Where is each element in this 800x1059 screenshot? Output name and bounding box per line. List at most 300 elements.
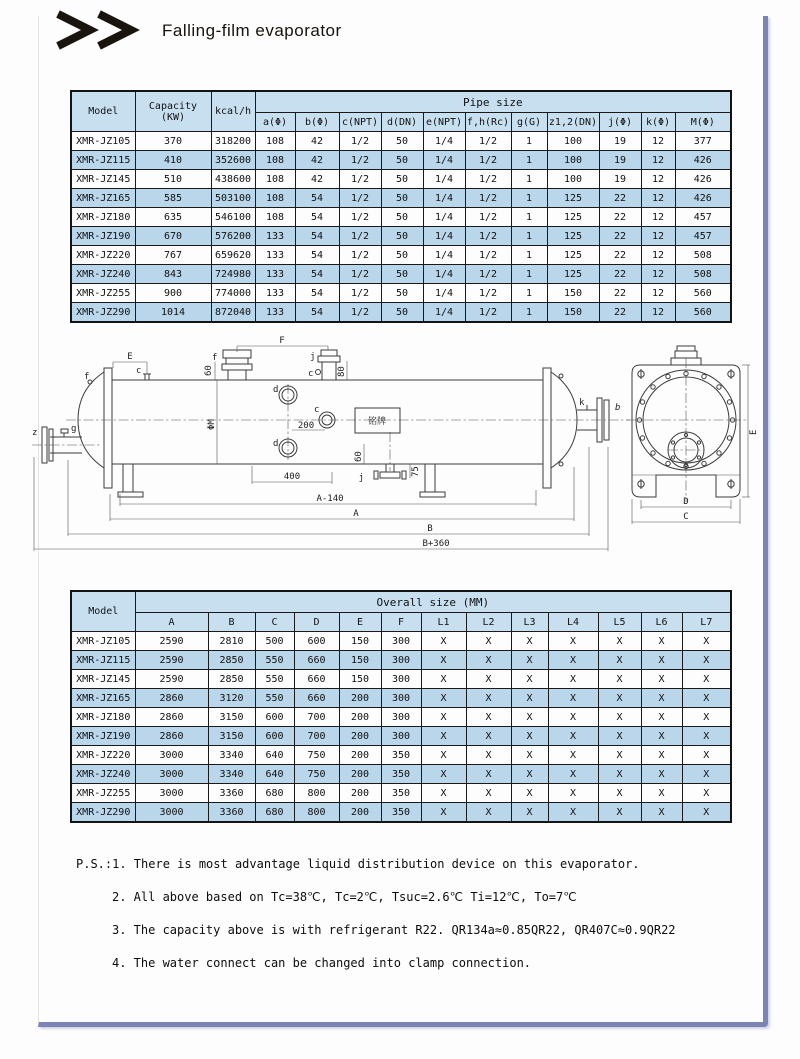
value-cell: X — [641, 727, 682, 746]
table-row — [71, 265, 731, 284]
value-cell: X — [421, 765, 466, 784]
value-cell: 585 — [135, 189, 211, 208]
column-header: D — [294, 613, 339, 632]
value-cell: 150 — [339, 632, 381, 651]
value-cell: 350 — [381, 765, 421, 784]
value-cell: X — [598, 765, 641, 784]
value-cell: X — [641, 651, 682, 670]
group-header-overall-size: Overall size (MM) — [135, 591, 731, 613]
port-j-drain: j — [358, 473, 364, 483]
value-cell: 1/2 — [339, 189, 381, 208]
value-cell: X — [421, 784, 466, 803]
value-cell: 42 — [295, 151, 339, 170]
value-cell: 19 — [599, 170, 641, 189]
column-header: z1,2(DN) — [547, 113, 599, 132]
value-cell: 133 — [255, 246, 295, 265]
value-cell: 133 — [255, 227, 295, 246]
value-cell: 426 — [675, 151, 731, 170]
value-cell: X — [641, 689, 682, 708]
value-cell: X — [548, 727, 598, 746]
value-cell: X — [682, 784, 731, 803]
value-cell: 50 — [381, 227, 423, 246]
value-cell: 550 — [255, 651, 294, 670]
side-view-dimensions — [34, 336, 608, 551]
value-cell: 3340 — [208, 746, 255, 765]
value-cell: X — [466, 651, 511, 670]
value-cell: 133 — [255, 284, 295, 303]
value-cell: 1/4 — [423, 170, 465, 189]
value-cell: 2590 — [135, 632, 208, 651]
value-cell: 150 — [339, 670, 381, 689]
value-cell: 108 — [255, 151, 295, 170]
right-nozzle-k — [559, 374, 609, 466]
dim-B: B — [427, 524, 433, 534]
top-nozzle-f — [222, 350, 252, 380]
value-cell: 503100 — [211, 189, 255, 208]
value-cell: 22 — [599, 189, 641, 208]
dim-A140: A-140 — [316, 494, 344, 504]
model-cell: XMR-JZ145 — [71, 670, 135, 689]
value-cell: 150 — [547, 303, 599, 323]
note-line-2: 2. All above based on Tc=38℃, Tc=2℃, Tsuc=2.6℃ Ti=12℃, To=7℃ — [112, 890, 577, 904]
value-cell: X — [421, 708, 466, 727]
value-cell: 3150 — [208, 727, 255, 746]
value-cell: X — [421, 632, 466, 651]
value-cell: X — [682, 689, 731, 708]
model-cell: XMR-JZ220 — [71, 746, 135, 765]
value-cell: 800 — [294, 784, 339, 803]
column-header: L3 — [511, 613, 548, 632]
dim-A: A — [353, 509, 359, 519]
column-header: M(Φ) — [675, 113, 731, 132]
column-header-kcal: kcal/h — [211, 91, 255, 132]
table-row — [71, 803, 731, 823]
column-header: g(G) — [511, 113, 547, 132]
value-cell: X — [466, 803, 511, 823]
value-cell: 724980 — [211, 265, 255, 284]
value-cell: 2590 — [135, 651, 208, 670]
value-cell: 1/2 — [339, 303, 381, 323]
column-header-model: Model — [71, 591, 135, 632]
value-cell: X — [421, 727, 466, 746]
value-cell: X — [511, 689, 548, 708]
value-cell: X — [641, 708, 682, 727]
note-line-1: P.S.:1. There is most advantage liquid distribution device on this evaporator. — [76, 857, 640, 871]
value-cell: 100 — [547, 170, 599, 189]
value-cell: X — [598, 727, 641, 746]
value-cell: X — [641, 746, 682, 765]
value-cell: 150 — [547, 284, 599, 303]
value-cell: 54 — [295, 189, 339, 208]
column-header: L5 — [598, 613, 641, 632]
value-cell: 410 — [135, 151, 211, 170]
model-cell: XMR-JZ180 — [71, 208, 135, 227]
value-cell: 1/4 — [423, 132, 465, 151]
column-header-model: Model — [71, 91, 135, 132]
column-header: A — [135, 613, 208, 632]
value-cell: X — [511, 803, 548, 823]
value-cell: 767 — [135, 246, 211, 265]
column-header: k(Φ) — [641, 113, 675, 132]
value-cell: 370 — [135, 132, 211, 151]
value-cell: 133 — [255, 265, 295, 284]
value-cell: X — [466, 632, 511, 651]
model-cell: XMR-JZ105 — [71, 132, 135, 151]
value-cell: 200 — [339, 689, 381, 708]
column-header: L6 — [641, 613, 682, 632]
value-cell: X — [548, 765, 598, 784]
value-cell: 508 — [675, 246, 731, 265]
model-cell: XMR-JZ240 — [71, 765, 135, 784]
value-cell: X — [466, 670, 511, 689]
value-cell: 600 — [294, 632, 339, 651]
value-cell: 12 — [641, 246, 675, 265]
table-row — [71, 746, 731, 765]
model-cell: XMR-JZ115 — [71, 151, 135, 170]
value-cell: 1/2 — [339, 151, 381, 170]
value-cell: X — [466, 765, 511, 784]
value-cell: 100 — [547, 132, 599, 151]
value-cell: 508 — [675, 265, 731, 284]
dim-80: 80 — [337, 366, 347, 377]
value-cell: X — [511, 784, 548, 803]
port-f-head: f — [84, 372, 90, 382]
value-cell: 50 — [381, 151, 423, 170]
value-cell: 1014 — [135, 303, 211, 323]
port-g: g — [71, 424, 77, 434]
pipe-table-body — [71, 132, 731, 323]
value-cell: 438600 — [211, 170, 255, 189]
value-cell: 54 — [295, 246, 339, 265]
model-cell: XMR-JZ115 — [71, 651, 135, 670]
value-cell: X — [641, 670, 682, 689]
column-header: f,h(Rc) — [465, 113, 511, 132]
value-cell: X — [421, 689, 466, 708]
note-line-3: 3. The capacity above is with refrigerant R22. QR134a≈0.85QR22, QR407C≈0.9QR22 — [112, 923, 676, 937]
value-cell: 560 — [675, 303, 731, 323]
value-cell: X — [548, 651, 598, 670]
value-cell: 22 — [599, 284, 641, 303]
table-row — [71, 132, 731, 151]
value-cell: 843 — [135, 265, 211, 284]
value-cell: 700 — [294, 727, 339, 746]
value-cell: X — [548, 632, 598, 651]
table-row — [71, 208, 731, 227]
dim-60-top: 60 — [204, 365, 214, 376]
value-cell: 12 — [641, 303, 675, 323]
value-cell: 1 — [511, 265, 547, 284]
value-cell: 1/2 — [339, 208, 381, 227]
value-cell: 659620 — [211, 246, 255, 265]
value-cell: 1/2 — [465, 265, 511, 284]
value-cell: X — [598, 708, 641, 727]
port-d-lower: d — [273, 439, 279, 449]
value-cell: 3000 — [135, 803, 208, 823]
value-cell: 3360 — [208, 803, 255, 823]
value-cell: 2850 — [208, 651, 255, 670]
value-cell: 19 — [599, 132, 641, 151]
column-header: b(Φ) — [295, 113, 339, 132]
model-cell: XMR-JZ180 — [71, 708, 135, 727]
value-cell: 125 — [547, 189, 599, 208]
value-cell: X — [682, 651, 731, 670]
value-cell: 2590 — [135, 670, 208, 689]
pipe-size-table — [70, 90, 732, 323]
value-cell: 3150 — [208, 708, 255, 727]
port-b: b — [615, 403, 621, 413]
value-cell: 546100 — [211, 208, 255, 227]
value-cell: X — [682, 803, 731, 823]
value-cell: X — [421, 651, 466, 670]
table-row — [71, 246, 731, 265]
value-cell: 1/2 — [339, 246, 381, 265]
column-header-capacity — [135, 91, 211, 132]
table-row — [71, 170, 731, 189]
value-cell: 1/4 — [423, 303, 465, 323]
value-cell: 670 — [135, 227, 211, 246]
value-cell: 12 — [641, 284, 675, 303]
overall-table-body — [71, 632, 731, 823]
column-header: C — [255, 613, 294, 632]
value-cell: 50 — [381, 208, 423, 227]
value-cell: 1/2 — [465, 246, 511, 265]
value-cell: 3120 — [208, 689, 255, 708]
value-cell: 510 — [135, 170, 211, 189]
table-row — [71, 632, 731, 651]
value-cell: X — [511, 746, 548, 765]
dim-F: F — [279, 336, 285, 346]
value-cell: 1/4 — [423, 208, 465, 227]
model-cell: XMR-JZ290 — [71, 303, 135, 323]
value-cell: X — [421, 670, 466, 689]
value-cell: 640 — [255, 746, 294, 765]
value-cell: 50 — [381, 284, 423, 303]
port-c-side: c — [308, 369, 314, 379]
value-cell: 635 — [135, 208, 211, 227]
value-cell: 750 — [294, 746, 339, 765]
value-cell: 100 — [547, 151, 599, 170]
table-row — [71, 189, 731, 208]
value-cell: 300 — [381, 708, 421, 727]
value-cell: 200 — [339, 784, 381, 803]
value-cell: 560 — [675, 284, 731, 303]
value-cell: 1 — [511, 189, 547, 208]
value-cell: 12 — [641, 265, 675, 284]
value-cell: 680 — [255, 803, 294, 823]
value-cell: 3000 — [135, 746, 208, 765]
value-cell: 300 — [381, 670, 421, 689]
port-z: z — [32, 428, 38, 438]
value-cell: X — [682, 727, 731, 746]
value-cell: 1 — [511, 151, 547, 170]
value-cell: 1 — [511, 208, 547, 227]
overall-subheader-row — [71, 613, 731, 632]
column-header: j(Φ) — [599, 113, 641, 132]
value-cell: 133 — [255, 303, 295, 323]
value-cell: 1/2 — [465, 132, 511, 151]
side-view-shell — [78, 368, 577, 497]
value-cell: X — [548, 746, 598, 765]
value-cell: 54 — [295, 208, 339, 227]
value-cell: 2860 — [135, 708, 208, 727]
model-cell: XMR-JZ190 — [71, 227, 135, 246]
model-cell: XMR-JZ145 — [71, 170, 135, 189]
value-cell: X — [682, 765, 731, 784]
value-cell: 352600 — [211, 151, 255, 170]
value-cell: X — [682, 708, 731, 727]
value-cell: X — [511, 765, 548, 784]
dim-E-top: E — [127, 352, 133, 362]
value-cell: 3000 — [135, 765, 208, 784]
value-cell: X — [421, 803, 466, 823]
value-cell: 1 — [511, 170, 547, 189]
value-cell: 660 — [294, 689, 339, 708]
value-cell: 872040 — [211, 303, 255, 323]
value-cell: 12 — [641, 189, 675, 208]
value-cell: 54 — [295, 284, 339, 303]
value-cell: X — [598, 784, 641, 803]
value-cell: X — [598, 670, 641, 689]
value-cell: 1/2 — [339, 170, 381, 189]
value-cell: 200 — [339, 765, 381, 784]
port-c-mid: c — [314, 405, 320, 415]
value-cell: 457 — [675, 208, 731, 227]
value-cell: X — [598, 803, 641, 823]
value-cell: X — [682, 632, 731, 651]
value-cell: X — [598, 689, 641, 708]
value-cell: 2860 — [135, 689, 208, 708]
value-cell: X — [511, 632, 548, 651]
dim-75: 75 — [411, 466, 421, 477]
value-cell: 200 — [339, 708, 381, 727]
nameplate-text: 铭牌 — [367, 417, 387, 427]
column-header: B — [208, 613, 255, 632]
value-cell: 300 — [381, 689, 421, 708]
evaporator-drawing — [30, 332, 765, 567]
overall-size-table — [70, 590, 732, 823]
value-cell: X — [511, 708, 548, 727]
value-cell: 500 — [255, 632, 294, 651]
value-cell: 50 — [381, 303, 423, 323]
value-cell: 300 — [381, 727, 421, 746]
value-cell: 108 — [255, 170, 295, 189]
value-cell: 550 — [255, 689, 294, 708]
value-cell: 600 — [255, 727, 294, 746]
value-cell: 550 — [255, 670, 294, 689]
value-cell: 12 — [641, 227, 675, 246]
value-cell: 1/2 — [465, 227, 511, 246]
value-cell: 2850 — [208, 670, 255, 689]
value-cell: 3340 — [208, 765, 255, 784]
value-cell: 1/2 — [339, 265, 381, 284]
column-header: L2 — [466, 613, 511, 632]
value-cell: X — [511, 651, 548, 670]
page-title: Falling-film evaporator — [162, 21, 342, 40]
value-cell: X — [466, 784, 511, 803]
notes-section — [76, 858, 726, 990]
value-cell: 22 — [599, 246, 641, 265]
dim-C: C — [683, 512, 689, 522]
value-cell: 1 — [511, 132, 547, 151]
table-row — [71, 689, 731, 708]
value-cell: 1/2 — [339, 284, 381, 303]
c-stub — [143, 374, 151, 380]
value-cell: 350 — [381, 803, 421, 823]
value-cell: X — [466, 708, 511, 727]
value-cell: 22 — [599, 303, 641, 323]
value-cell: 1/2 — [465, 170, 511, 189]
value-cell: X — [641, 784, 682, 803]
value-cell: 1 — [511, 246, 547, 265]
port-k: k — [579, 398, 585, 408]
table-row — [71, 765, 731, 784]
column-header: d(DN) — [381, 113, 423, 132]
column-header: L4 — [548, 613, 598, 632]
double-chevron-icon — [52, 8, 144, 56]
value-cell: X — [548, 670, 598, 689]
value-cell: 1 — [511, 284, 547, 303]
capacity-label-line1: Capacity — [148, 100, 198, 112]
column-header: L1 — [421, 613, 466, 632]
value-cell: 50 — [381, 189, 423, 208]
value-cell: 640 — [255, 765, 294, 784]
table-row — [71, 670, 731, 689]
value-cell: 125 — [547, 227, 599, 246]
value-cell: 576200 — [211, 227, 255, 246]
value-cell: X — [466, 689, 511, 708]
value-cell: 350 — [381, 784, 421, 803]
column-header: L7 — [682, 613, 731, 632]
table-row — [71, 151, 731, 170]
value-cell: 42 — [295, 132, 339, 151]
port-j-top: j — [310, 352, 316, 362]
value-cell: 2860 — [135, 727, 208, 746]
value-cell: X — [548, 689, 598, 708]
table-row — [71, 784, 731, 803]
value-cell: 1/4 — [423, 227, 465, 246]
value-cell: 150 — [339, 651, 381, 670]
value-cell: X — [682, 670, 731, 689]
port-f-top: f — [212, 353, 218, 363]
value-cell: X — [682, 746, 731, 765]
model-cell: XMR-JZ220 — [71, 246, 135, 265]
value-cell: X — [548, 784, 598, 803]
value-cell: 108 — [255, 189, 295, 208]
value-cell: 125 — [547, 208, 599, 227]
value-cell: 1/2 — [465, 284, 511, 303]
value-cell: 12 — [641, 132, 675, 151]
value-cell: 125 — [547, 246, 599, 265]
column-header: E — [339, 613, 381, 632]
value-cell: 660 — [294, 670, 339, 689]
value-cell: 1/2 — [465, 303, 511, 323]
table-row — [71, 708, 731, 727]
value-cell: X — [598, 632, 641, 651]
table-row — [71, 284, 731, 303]
value-cell: 1/2 — [465, 151, 511, 170]
dim-phiM: ΦM — [207, 419, 217, 430]
model-cell: XMR-JZ255 — [71, 284, 135, 303]
value-cell: 318200 — [211, 132, 255, 151]
group-header-pipe-size: Pipe size — [255, 91, 731, 113]
value-cell: 1 — [511, 303, 547, 323]
column-header: e(NPT) — [423, 113, 465, 132]
value-cell: 774000 — [211, 284, 255, 303]
value-cell: 1/4 — [423, 284, 465, 303]
value-cell: X — [466, 746, 511, 765]
value-cell: 1/2 — [339, 227, 381, 246]
value-cell: 12 — [641, 170, 675, 189]
